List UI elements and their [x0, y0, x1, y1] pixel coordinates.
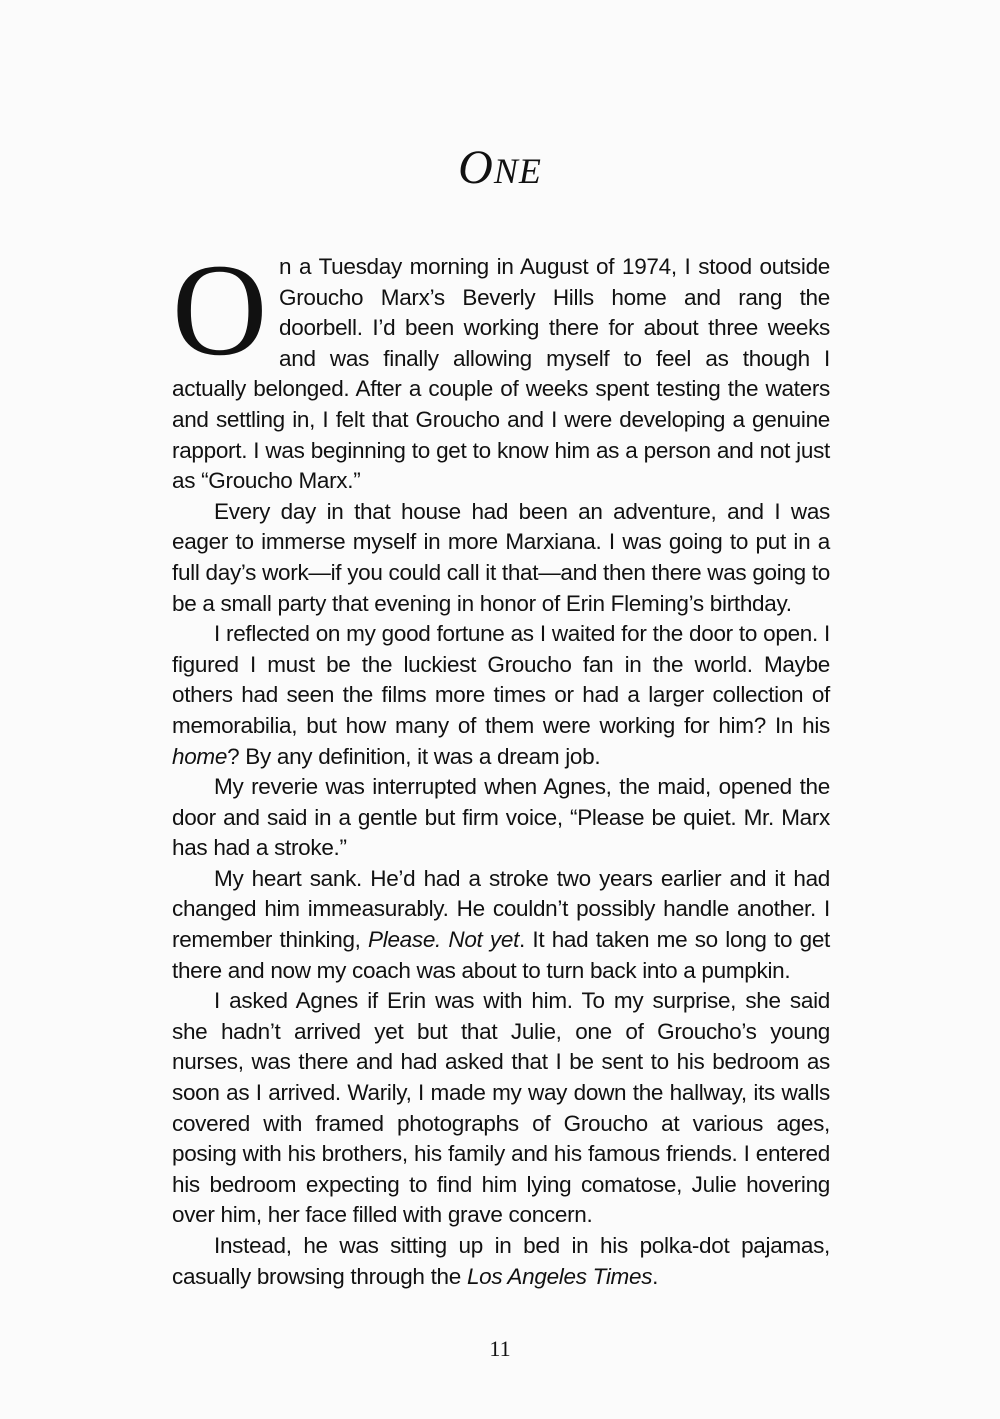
paragraph-7-text-after: .: [652, 1263, 659, 1289]
paragraph-7-text-before: Instead, he was sitting up in bed in his polka-dot pajamas, casually browsing through the: [172, 1233, 830, 1289]
paragraph-5: [172, 864, 830, 986]
chapter-title: [0, 138, 1000, 201]
paragraph-3-text-before: I reflected on my good fortune as I waited for the door to open. I figured I must be the luckiest Groucho fan in the world. Maybe others had seen the films more times or had a larger collection of memorabilia, but how many of them were working for him? In his: [172, 621, 830, 738]
chapter-body: [172, 236, 831, 1292]
paragraph-5-text-after: . It had taken me so long to get there and now my coach was about to turn back into a pumpkin.: [172, 927, 830, 983]
page-number: 11: [489, 1336, 511, 1361]
paragraph-3-emphasis: home: [172, 743, 228, 769]
paragraph-1: [172, 236, 830, 497]
paragraph-1-text: n a Tuesday morning in August of 1974, I stood outside Groucho Marx’s Beverly Hills home and rang the doorbell. I’d been working there for about three weeks and was finally allowing myself to feel as though I actually belonged. After a couple of weeks spent testing the waters and settling in, I felt that Groucho and I were developing a genuine rapport. I was beginning to get to know him as a person and not just as “Groucho Marx.”: [172, 254, 830, 494]
paragraph-7-emphasis: Los Angeles Times: [466, 1263, 653, 1289]
paragraph-4: My reverie was interrupted when Agnes, the maid, opened the door and said in a gentle but firm voice, “Please be quiet. Mr. Marx has had a stroke.”: [172, 774, 830, 861]
paragraph-2: Every day in that house had been an adventure, and I was eager to immerse myself in more Marxiana. I was going to put in a full day’s work—if you could call it that—and then there was going to be a small party that evening in honor of Erin Fleming’s birthday.: [172, 498, 831, 616]
paragraph-3: [172, 619, 830, 772]
drop-cap: O: [172, 236, 268, 383]
chapter-title-initial: O: [458, 141, 494, 194]
paragraph-5-emphasis: Please. Not yet: [368, 927, 520, 953]
paragraph-6: I asked Agnes if Erin was with him. To my surprise, she said she hadn’t arrived yet but that Julie, one of Groucho’s young nurses, was there and had asked that I be sent to his bedroom as soon as I arrived. Warily, I made my way down the hallway, its walls covered with framed photographs of Groucho at various ages, posing with his brothers, his family and his famous friends. I entered his bedroom expecting to find him lying comatose, Julie hovering over him, her face filled with grave concern.: [172, 988, 830, 1228]
chapter-title-rest: NE: [493, 151, 542, 191]
paragraph-7: [172, 1231, 830, 1292]
paragraph-3-text-after: ? By any definition, it was a dream job.: [227, 743, 601, 769]
paragraph-5-text-before: My heart sank. He’d had a stroke two years earlier and it had changed him immeasurably. He couldn’t possibly handle another. I remember thinking,: [172, 865, 830, 953]
